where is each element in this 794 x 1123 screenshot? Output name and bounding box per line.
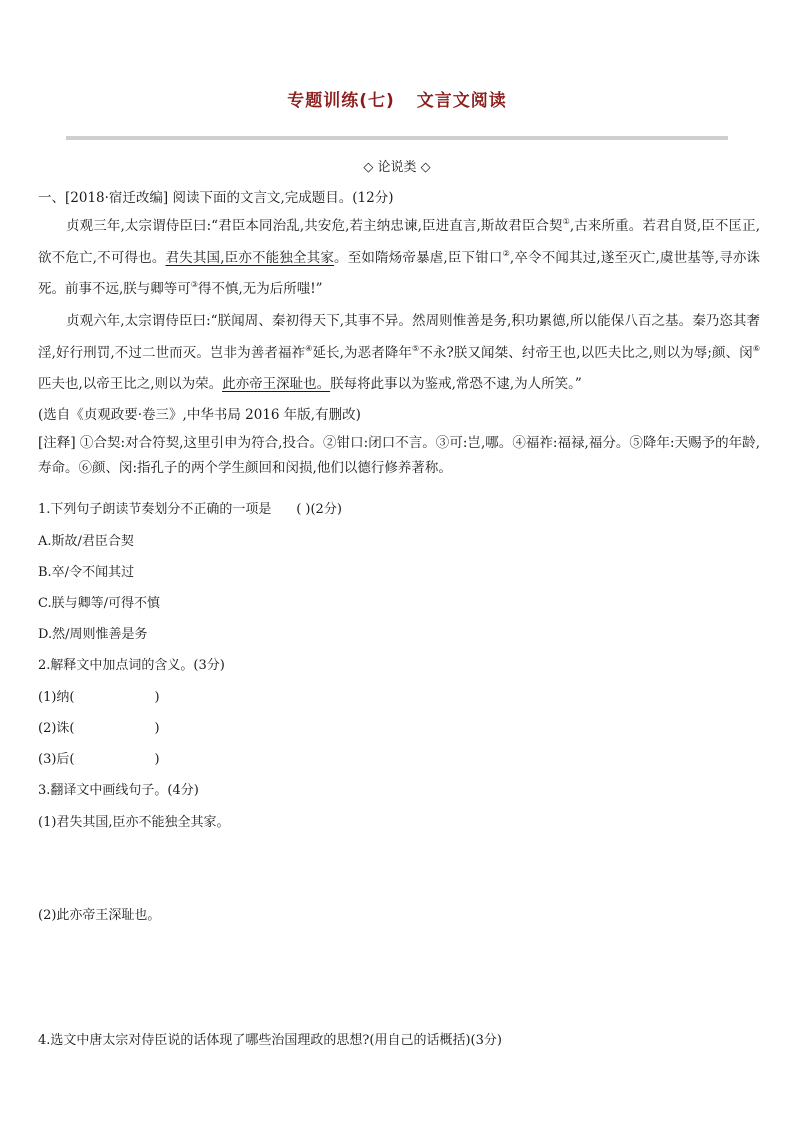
title-part1: 专题训练(七)	[287, 91, 395, 111]
note-ref-1: ①	[562, 217, 570, 226]
q1-option-d: D.然/周则惟善是务	[38, 627, 148, 642]
passage-paragraph-2	[38, 306, 760, 401]
q1-score: (2分)	[310, 502, 342, 517]
para1-text-b: ,古来所重。若君自贤,臣不匡正,欲不危亡,不可得也。	[38, 218, 761, 266]
title-part2: 文言文阅读	[416, 91, 507, 111]
note-ref-2: ②	[502, 248, 510, 258]
q2-item-3-close: )	[154, 752, 160, 767]
question-intro: 一、[2018·宿迁改编] 阅读下面的文言文,完成题目。(12分)	[38, 190, 394, 206]
note-ref-3: ③	[190, 280, 198, 289]
para1-text-c: 。至如隋炀帝暴虐,臣下钳口	[334, 249, 503, 266]
annotation-notes: [注释] ①合契:对合符契,这里引申为符合,投合。②钳口:闭口不言。③可:岂,哪。④福祚:福禄,福分。⑤降年:天赐予的年龄,寿命。⑥颜、闵:指孔子的两个学生颜回和闵损,他们以德行修养著称。	[38, 435, 760, 476]
question-4: 4.选文中唐太宗对侍臣说的话体现了哪些治国理政的思想?(用自己的话概括)(3分)	[38, 1033, 502, 1048]
question-2: 2.解释文中加点词的含义。(3分)	[38, 658, 225, 673]
q3-item-2: (2)此亦帝王深耻也。	[38, 908, 161, 923]
para2-text-e: 朕每将此事以为鉴戒,常恐不逮,为人所笑。”	[330, 376, 582, 392]
para1-text-e: 得不慎,无为后所嗤!”	[197, 281, 323, 297]
q2-item-3-label: (3)后(	[38, 752, 75, 767]
note-ref-4: ④	[305, 343, 313, 353]
note-ref-5: ⑤	[412, 343, 420, 353]
para1-text-a: 贞观三年,太宗谓侍臣曰:“君臣本同治乱,共安危,若主纳忠谏,臣进直言,斯故君臣合契	[66, 218, 563, 234]
q2-item-1[interactable]	[38, 686, 160, 705]
underlined-sentence-1: 君失其国,臣亦不能独全其家	[165, 249, 335, 266]
q2-item-2-label: (2)诛(	[38, 721, 75, 736]
q1-answer-bracket[interactable]: ( )	[296, 502, 311, 517]
q2-item-3[interactable]	[38, 748, 160, 767]
para2-text-d: 匹夫也,以帝王比之,则以为荣。	[38, 376, 223, 392]
q1-stem: 1.下列句子朗读节奏划分不正确的一项是	[38, 502, 272, 517]
para2-text-c: 不永?朕又闻桀、纣帝王也,以匹夫比之,则以为辱;颜、闵	[419, 344, 753, 361]
q3-item-1: (1)君失其国,臣亦不能独全其家。	[38, 815, 230, 830]
q2-item-1-label: (1)纳(	[38, 690, 75, 705]
page-title	[0, 86, 794, 111]
q2-item-1-close: )	[154, 690, 160, 705]
para2-text-a: 贞观六年,太宗谓侍臣曰:“朕闻周、秦初得天下,其事不异。然周则惟善是务,积功累德,所以能保八百之基。秦乃恣其奢淫,好行刑罚,不过二世而灭。岂非为善者福祚	[38, 313, 760, 361]
passage-paragraph-1	[38, 211, 760, 306]
source-citation: (选自《贞观政要·卷三》,中华书局 2016 年版,有删改)	[38, 407, 361, 423]
question-3: 3.翻译文中画线句子。(4分)	[38, 783, 199, 798]
q2-item-2[interactable]	[38, 717, 160, 736]
q1-option-b: B.卒/令不闻其过	[38, 565, 135, 580]
q1-option-c: C.朕与卿等/可得不慎	[38, 596, 160, 611]
title-divider	[66, 136, 728, 140]
para2-text-b: 延长,为恶者降年	[312, 344, 413, 361]
q1-option-a: A.斯故/君臣合契	[38, 534, 134, 549]
question-1	[38, 498, 342, 517]
q2-item-2-close: )	[154, 721, 160, 736]
section-label: ◇ 论说类 ◇	[363, 160, 431, 175]
para1-text-d: ,卒令不闻其过,遂至灭亡,虞世基等,寻亦诛死。前事不远,朕与卿等可	[38, 249, 761, 297]
underlined-sentence-2: 此亦帝王深耻也。	[222, 376, 331, 392]
note-ref-6: ⑥	[752, 343, 761, 353]
